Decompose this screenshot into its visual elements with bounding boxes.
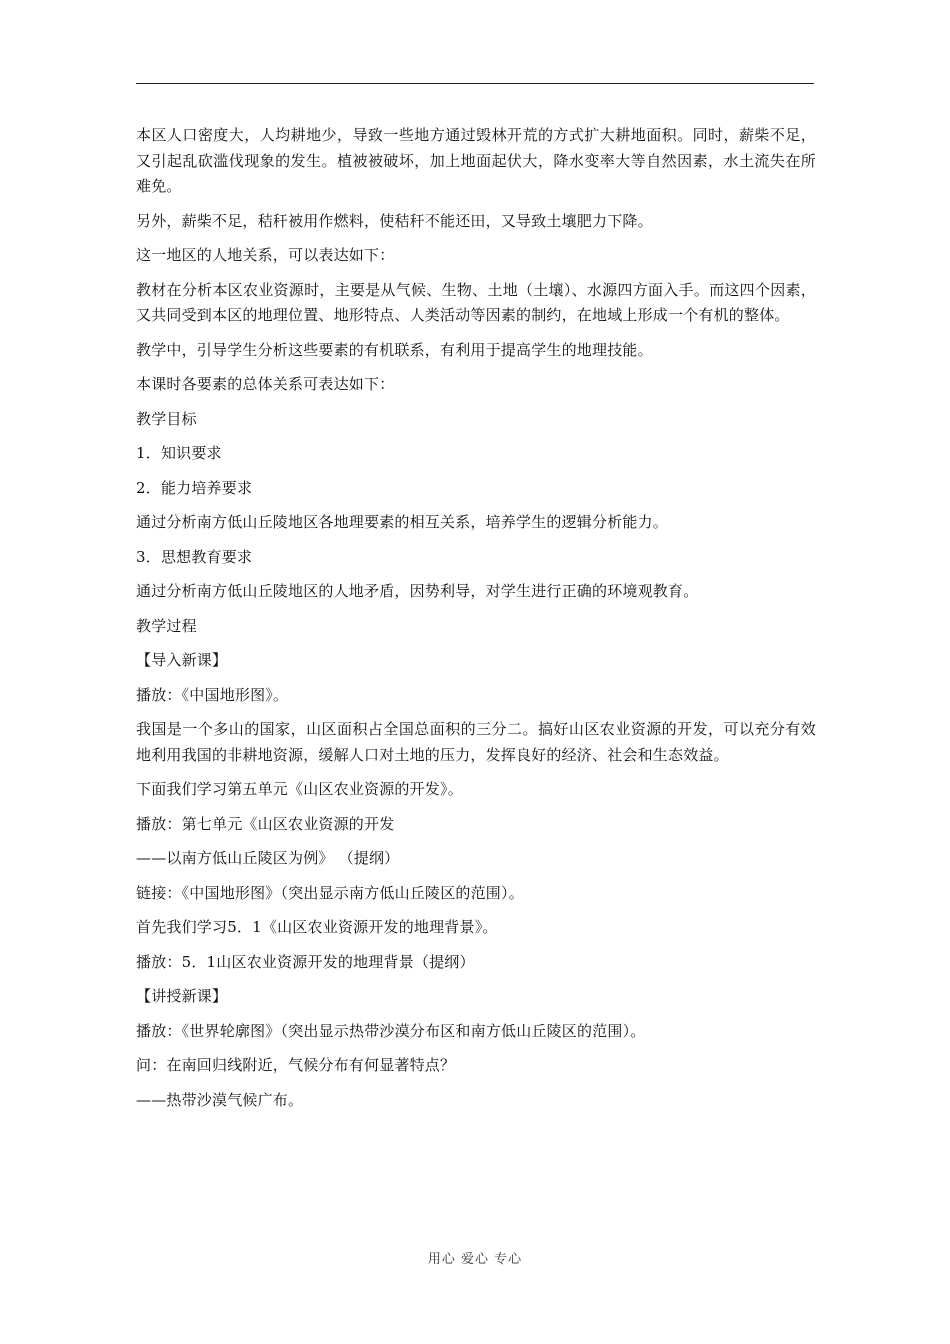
- section-heading: 教学过程: [136, 616, 197, 635]
- paragraph: 教材在分析本区农业资源时，主要是从气候、生物、土地（土壤）、水源四方面入手。而这四个因素，又共同受到本区的地理位置、地形特点、人类活动等因素的制约，在地域上形成一个有机的整体。: [136, 280, 816, 324]
- paragraph: 链接：《中国地形图》（突出显示南方低山丘陵区的范围）。: [136, 883, 524, 902]
- bracket-heading: 【导入新课】: [136, 651, 228, 669]
- paragraph: 通过分析南方低山丘陵地区的人地矛盾，因势利导，对学生进行正确的环境观教育。: [136, 582, 699, 600]
- paragraph: ——热带沙漠气候广布。: [136, 1090, 304, 1109]
- paragraph: 本课时各要素的总体关系可表达如下：: [136, 375, 395, 393]
- paragraph: 我国是一个多山的国家，山区面积占全国总面积的三分二。搞好山区农业资源的开发，可以充分有效地利用我国的非耕地资源，缓解人口对土地的压力，发挥良好的经济、社会和生态效益。: [136, 720, 816, 764]
- header-rule: [136, 83, 814, 84]
- paragraph: 教学中，引导学生分析这些要素的有机联系，有利用于提高学生的地理技能。: [136, 340, 653, 359]
- paragraph: 问：在南回归线附近，气候分布有何显著特点？: [136, 1056, 456, 1074]
- paragraph: ——以南方低山丘陵区为例》 （提纲）: [136, 849, 400, 867]
- paragraph: 播放：5．1山区农业资源开发的地理背景（提纲）: [136, 952, 475, 971]
- paragraph: 本区人口密度大，人均耕地少，导致一些地方通过毁林开荒的方式扩大耕地面积。同时，薪柴不足，又引起乱砍滥伐现象的发生。植被被破坏，加上地面起伏大，降水变率大等自然因素，水土流失在所难免。: [136, 126, 816, 195]
- bracket-heading: 【讲授新课】: [136, 987, 228, 1005]
- page-footer: 用心 爱心 专心: [427, 1252, 523, 1267]
- document-body: [136, 123, 816, 1122]
- paragraph: 首先我们学习5．1《山区农业资源开发的地理背景》。: [136, 918, 498, 936]
- paragraph: 通过分析南方低山丘陵地区各地理要素的相互关系，培养学生的逻辑分析能力。: [136, 513, 669, 531]
- list-item: 3．思想教育要求: [136, 547, 253, 566]
- list-item: 1．知识要求: [136, 444, 222, 462]
- paragraph: 播放：《中国地形图》。: [136, 685, 289, 704]
- paragraph: 另外，薪柴不足，秸秆被用作燃料，使秸秆不能还田，又导致土壤肥力下降。: [136, 211, 653, 230]
- paragraph: 下面我们学习第五单元《山区农业资源的开发》。: [136, 780, 463, 798]
- section-heading: 教学目标: [136, 409, 197, 428]
- list-item: 2．能力培养要求: [136, 478, 253, 497]
- paragraph: 播放：第七单元《山区农业资源的开发: [136, 814, 395, 833]
- paragraph: 这一地区的人地关系，可以表达如下：: [136, 246, 395, 264]
- paragraph: 播放：《世界轮廓图》（突出显示热带沙漠分布区和南方低山丘陵区的范围）。: [136, 1021, 646, 1040]
